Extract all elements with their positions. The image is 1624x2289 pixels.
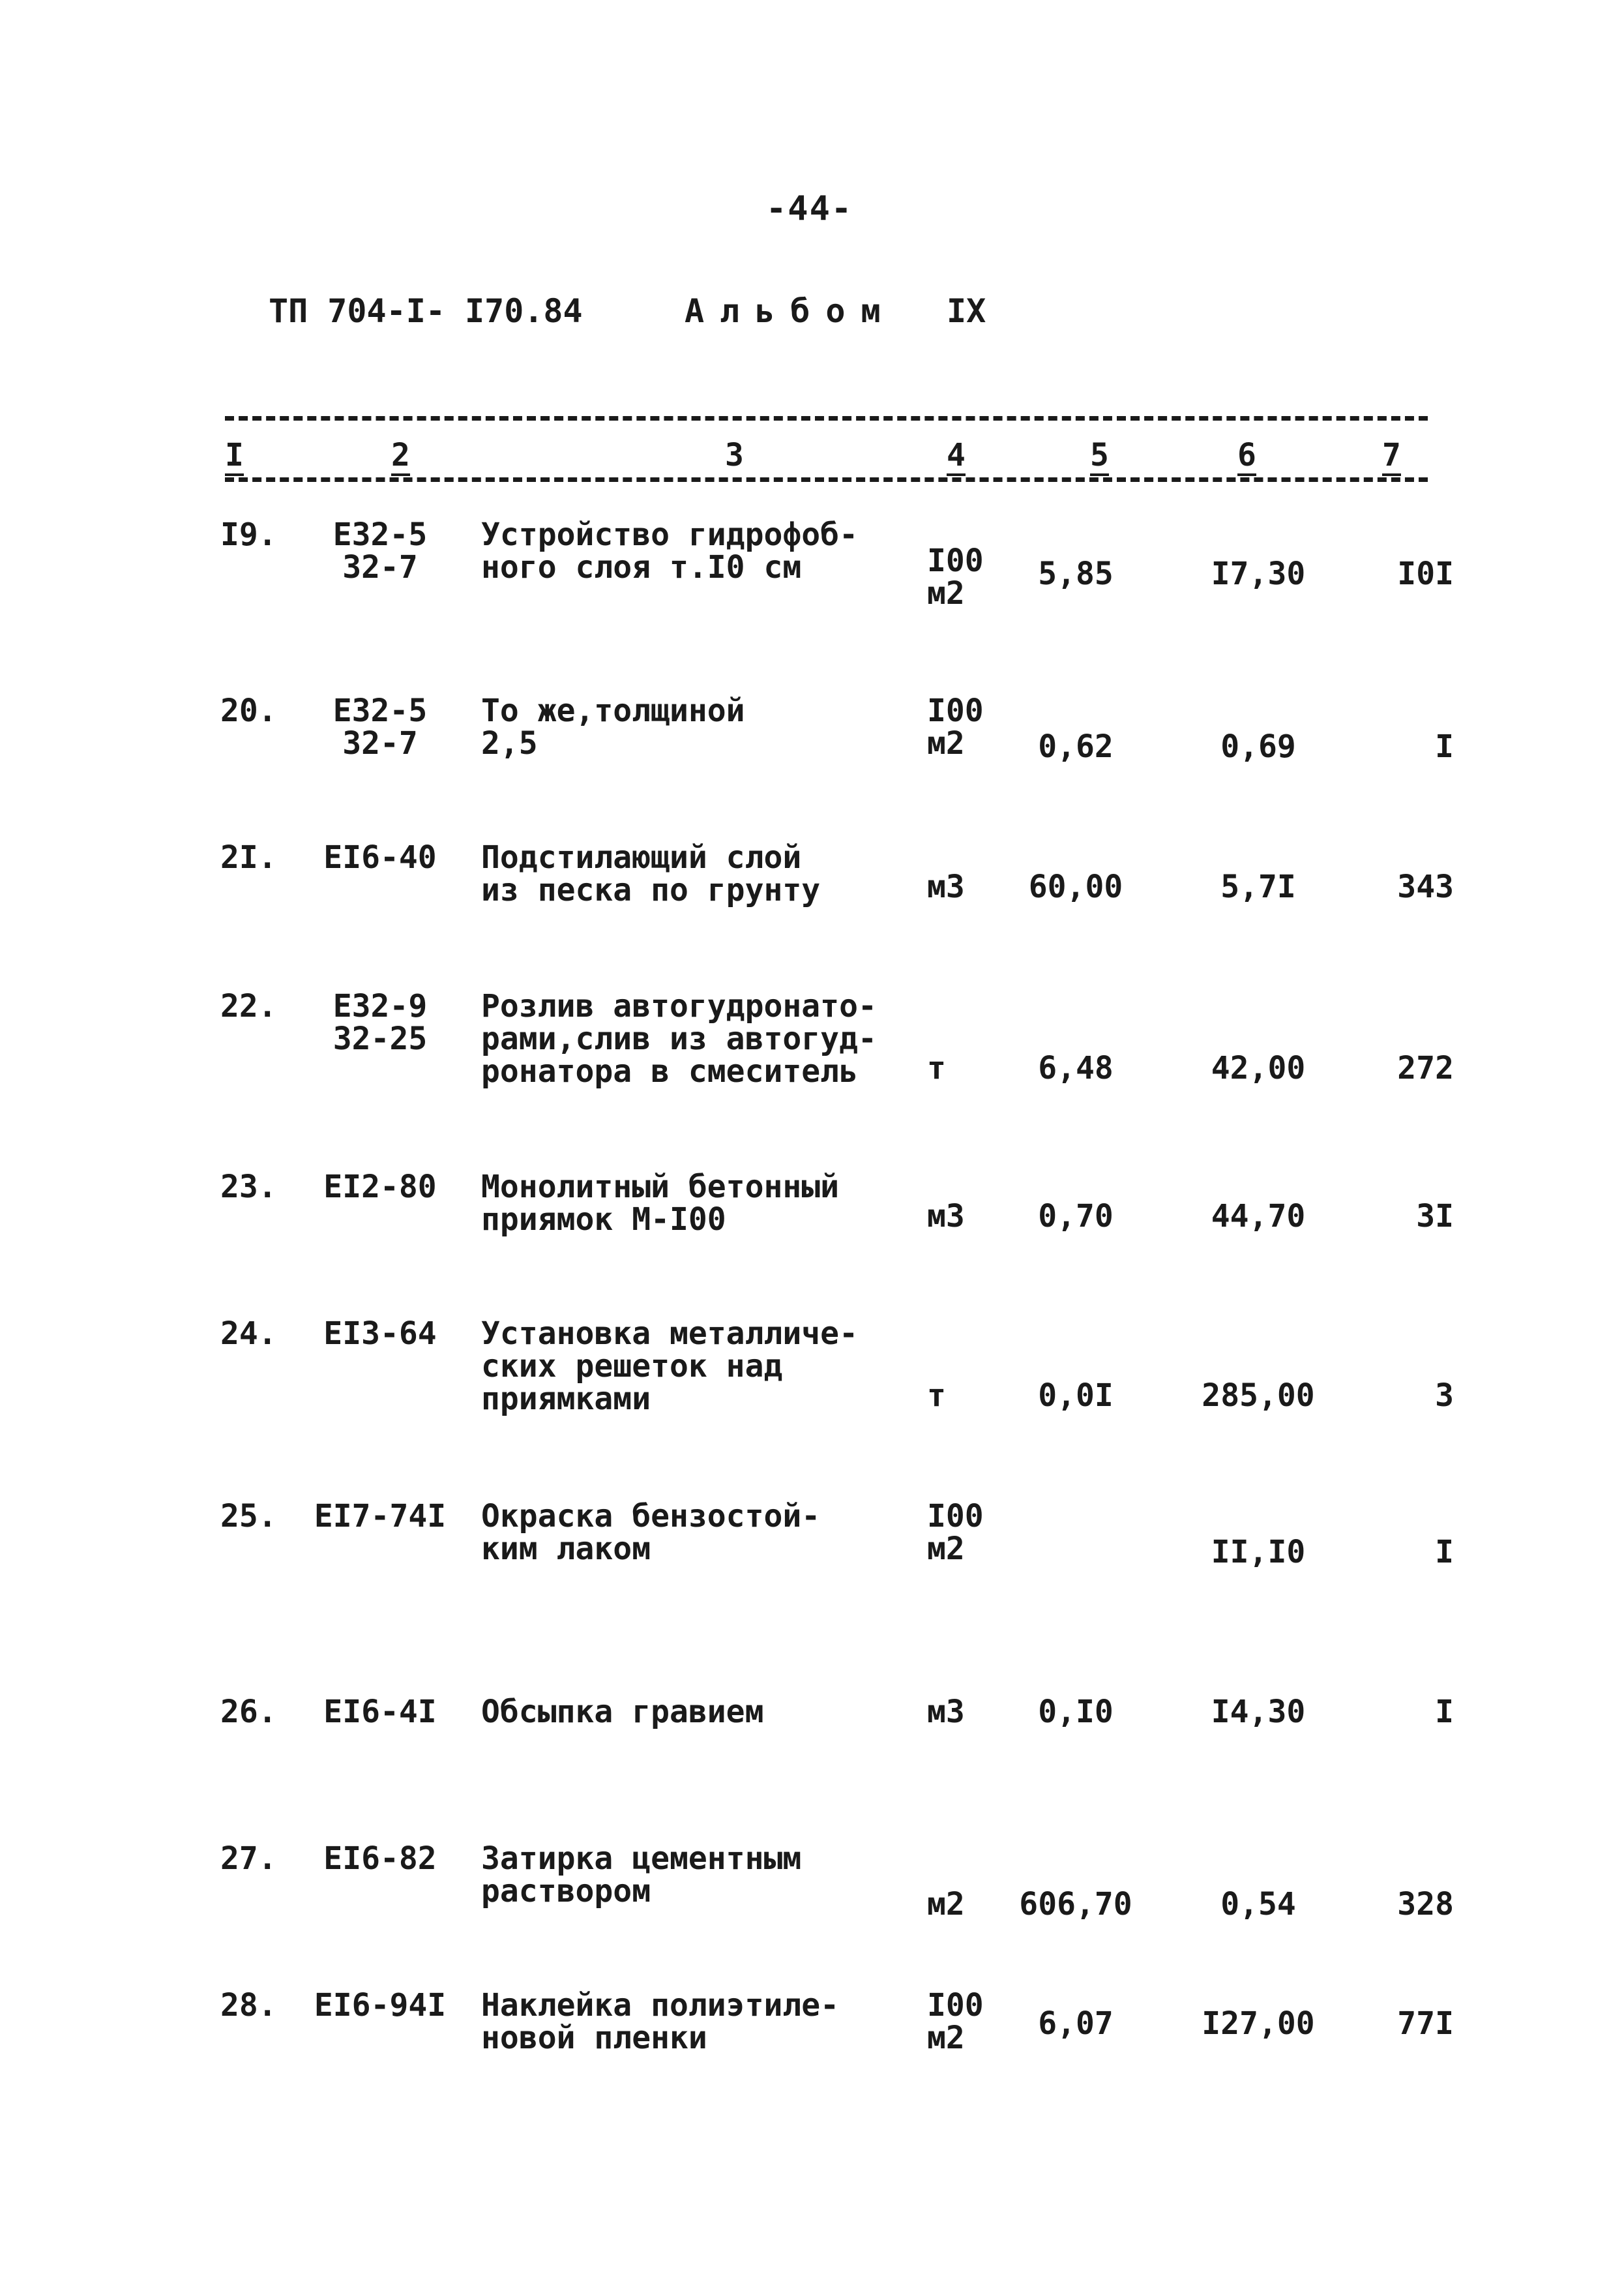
column-header-2: 2 xyxy=(391,437,410,476)
row-number: 27. xyxy=(220,1840,277,1877)
unit-of-measure: м3 xyxy=(927,869,965,905)
quantity-value: 6,48 xyxy=(1038,1050,1114,1086)
unit-of-measure: I00 м2 xyxy=(927,543,984,612)
total-cost-value: 77I xyxy=(1397,2005,1454,2042)
unit-of-measure: I00 м2 xyxy=(927,693,984,762)
rate-code: ЕI6-94I xyxy=(314,1987,447,2024)
table-row xyxy=(0,990,1624,1159)
rate-code: ЕI2-80 xyxy=(323,1169,437,1205)
total-cost-value: 328 xyxy=(1397,1886,1454,1922)
table-header-divider xyxy=(225,477,1428,482)
row-number: 2I. xyxy=(220,839,277,876)
table-row xyxy=(0,841,1624,1011)
unit-cost-value: I27,00 xyxy=(1202,2005,1315,2042)
quantity-value: 0,I0 xyxy=(1038,1694,1114,1730)
album-title: Альбом xyxy=(685,292,896,330)
work-description: То же,толщиной 2,5 xyxy=(481,693,745,762)
total-cost-value: 343 xyxy=(1397,869,1454,905)
column-header-1: I xyxy=(225,437,244,476)
table-row xyxy=(0,1842,1624,2012)
column-header-4: 4 xyxy=(947,437,966,476)
table-top-divider xyxy=(225,416,1428,421)
work-description: Обсыпка гравием xyxy=(481,1694,764,1730)
work-description: Розлив автогудронато- рами,слив из автогуд- ронатора в смеситель xyxy=(481,988,877,1090)
table-row xyxy=(0,1171,1624,1340)
unit-cost-value: II,I0 xyxy=(1211,1534,1306,1570)
column-header-5: 5 xyxy=(1090,437,1109,476)
row-number: 24. xyxy=(220,1315,277,1352)
quantity-value: 5,85 xyxy=(1038,556,1114,592)
unit-cost-value: I7,30 xyxy=(1211,556,1306,592)
rate-code: ЕI6-40 xyxy=(323,839,437,876)
page-number: -44- xyxy=(766,189,853,228)
album-number: IX xyxy=(947,292,986,330)
total-cost-value: I xyxy=(1435,1694,1454,1730)
total-cost-value: 272 xyxy=(1397,1050,1454,1086)
unit-cost-value: 42,00 xyxy=(1211,1050,1306,1086)
column-header-3: 3 xyxy=(725,437,744,473)
work-description: Монолитный бетонный приямок М-I00 xyxy=(481,1169,840,1238)
row-number: 20. xyxy=(220,693,277,729)
rate-code: ЕI6-4I xyxy=(323,1694,437,1730)
work-description: Устройство гидрофоб- ного слоя т.I0 см xyxy=(481,516,858,586)
unit-of-measure: м3 xyxy=(927,1198,965,1234)
work-description: Установка металличе- ских решеток над приямками xyxy=(481,1315,858,1417)
rate-code: ЕI7-74I xyxy=(314,1498,447,1534)
column-header-6: 6 xyxy=(1237,437,1256,476)
document-code: ТП 704-I- I70.84 xyxy=(269,292,583,330)
unit-cost-value: 0,69 xyxy=(1220,728,1296,765)
unit-cost-value: I4,30 xyxy=(1211,1694,1306,1730)
work-description: Затирка цементным раствором xyxy=(481,1840,802,1909)
rate-code: Е32-5 32-7 xyxy=(332,516,428,586)
rate-code: ЕI3-64 xyxy=(323,1315,437,1352)
total-cost-value: I0I xyxy=(1397,556,1454,592)
row-number: I9. xyxy=(220,516,277,553)
unit-cost-value: 5,7I xyxy=(1220,869,1296,905)
unit-cost-value: 285,00 xyxy=(1202,1377,1315,1414)
unit-of-measure: м3 xyxy=(927,1694,965,1730)
row-number: 25. xyxy=(220,1498,277,1534)
table-row xyxy=(0,1989,1624,2159)
unit-of-measure: I00 м2 xyxy=(927,1987,984,2056)
quantity-value: 606,70 xyxy=(1019,1886,1132,1922)
table-row xyxy=(0,1696,1624,1865)
quantity-value: 0,62 xyxy=(1038,728,1114,765)
quantity-value: 6,07 xyxy=(1038,2005,1114,2042)
row-number: 28. xyxy=(220,1987,277,2024)
total-cost-value: I xyxy=(1435,728,1454,765)
table-row xyxy=(0,518,1624,688)
rate-code: Е32-5 32-7 xyxy=(332,693,428,762)
table-row xyxy=(0,695,1624,864)
unit-cost-value: 0,54 xyxy=(1220,1886,1296,1922)
unit-of-measure: м2 xyxy=(927,1886,965,1922)
work-description: Окраска бензостой- ким лаком xyxy=(481,1498,821,1567)
row-number: 26. xyxy=(220,1694,277,1730)
row-number: 23. xyxy=(220,1169,277,1205)
table-row xyxy=(0,1317,1624,1487)
work-description: Подстилающий слой из песка по грунту xyxy=(481,839,821,908)
total-cost-value: 3 xyxy=(1435,1377,1454,1414)
row-number: 22. xyxy=(220,988,277,1025)
rate-code: ЕI6-82 xyxy=(323,1840,437,1877)
quantity-value: 0,70 xyxy=(1038,1198,1114,1234)
table-row xyxy=(0,1500,1624,1669)
column-header-7: 7 xyxy=(1382,437,1401,476)
unit-of-measure: I00 м2 xyxy=(927,1498,984,1567)
unit-cost-value: 44,70 xyxy=(1211,1198,1306,1234)
total-cost-value: I xyxy=(1435,1534,1454,1570)
unit-of-measure: т xyxy=(927,1377,946,1414)
unit-of-measure: т xyxy=(927,1050,946,1086)
rate-code: Е32-9 32-25 xyxy=(332,988,428,1057)
quantity-value: 60,00 xyxy=(1028,869,1123,905)
quantity-value: 0,0I xyxy=(1038,1377,1114,1414)
total-cost-value: 3I xyxy=(1416,1198,1454,1234)
work-description: Наклейка полиэтиле- новой пленки xyxy=(481,1987,840,2056)
